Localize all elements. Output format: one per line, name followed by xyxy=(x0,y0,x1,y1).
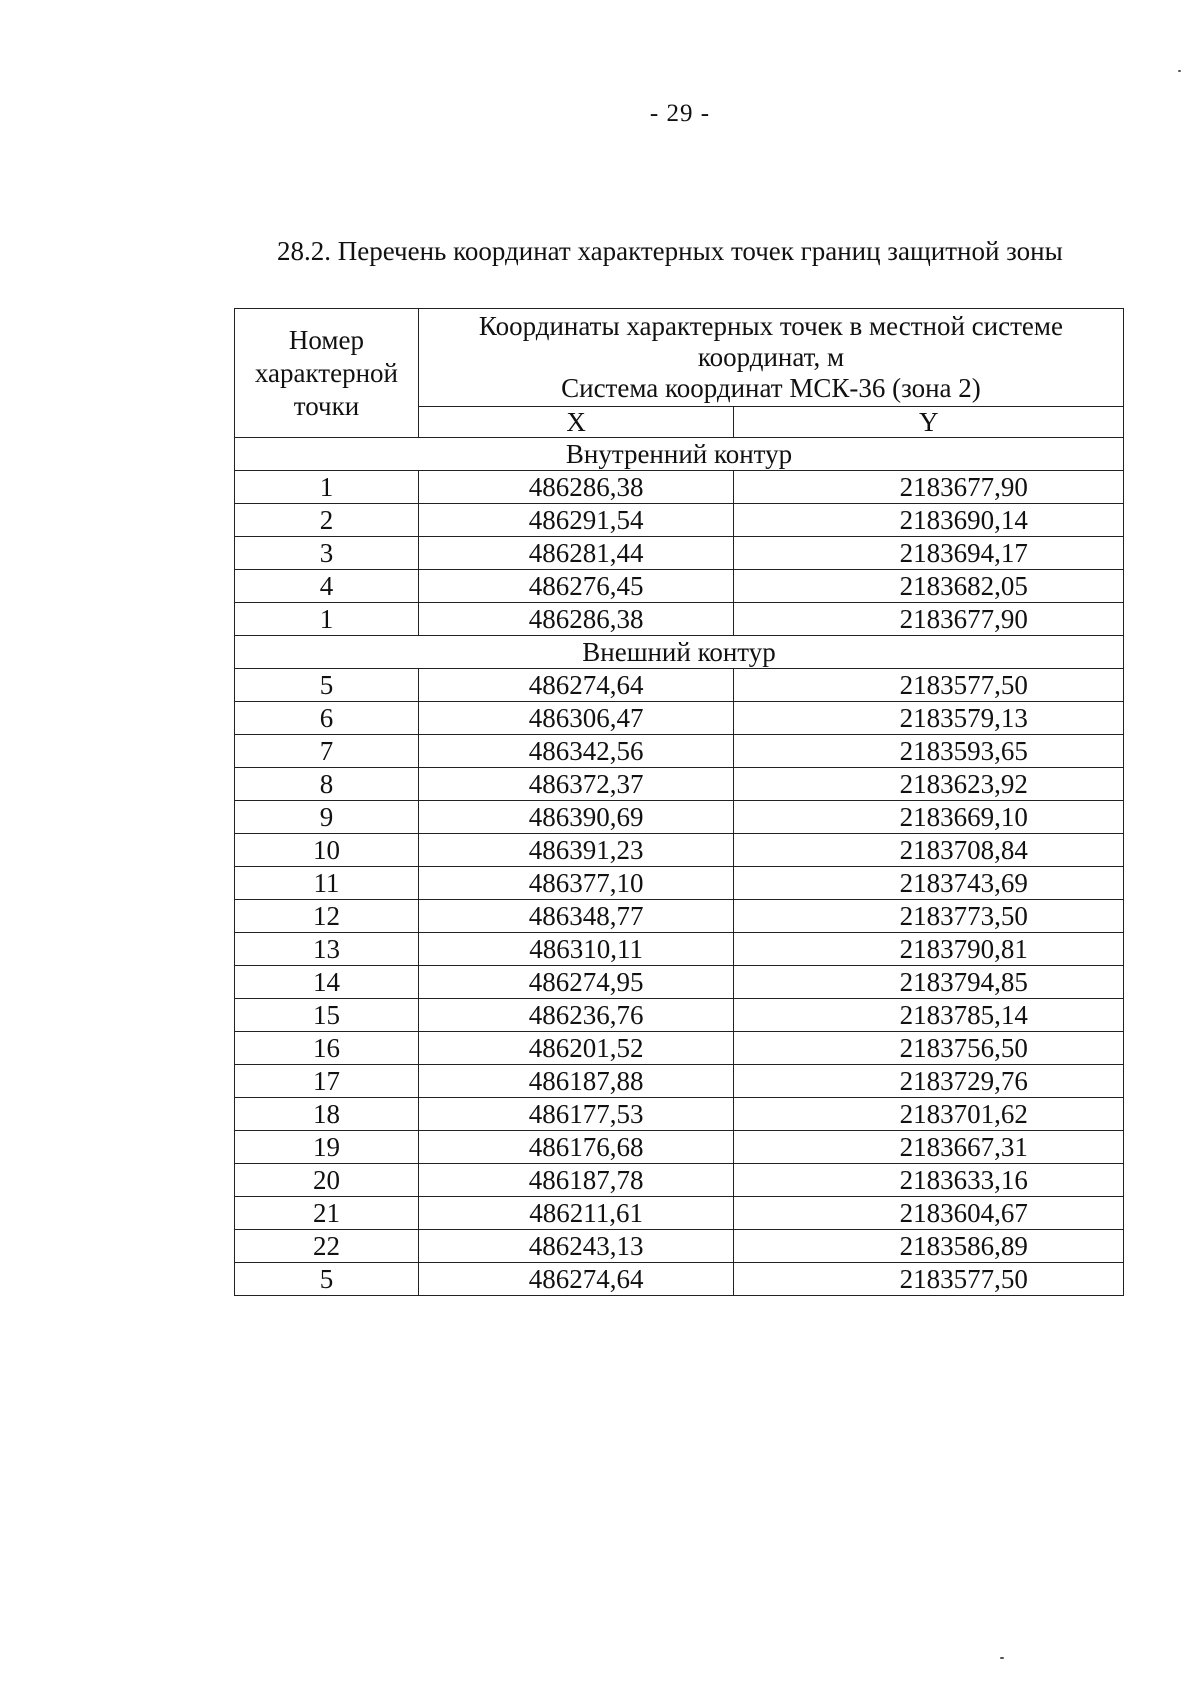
table-row xyxy=(235,1131,1124,1164)
section-title-cell: Внешний контур xyxy=(235,636,1124,669)
x-coordinate-cell: 486274,64 xyxy=(418,669,734,702)
section-row xyxy=(235,636,1124,669)
header-point-line: точки xyxy=(293,390,360,421)
x-coordinate-cell: 486286,38 xyxy=(418,603,734,636)
y-coordinate-cell: 2183623,92 xyxy=(734,768,1124,801)
x-coordinate-cell: 486201,52 xyxy=(418,1032,734,1065)
point-number-cell: 11 xyxy=(235,867,419,900)
table-row xyxy=(235,1230,1124,1263)
point-number-cell: 9 xyxy=(235,801,419,834)
table-row xyxy=(235,966,1124,999)
table-row xyxy=(235,471,1124,504)
y-coordinate-cell: 2183677,90 xyxy=(734,603,1124,636)
section-title: 28.2. Перечень координат характерных точек границ защитной зоны xyxy=(277,236,1063,266)
x-coordinate-cell: 486274,95 xyxy=(418,966,734,999)
point-number-cell: 4 xyxy=(235,570,419,603)
table-row xyxy=(235,900,1124,933)
y-coordinate-cell: 2183773,50 xyxy=(734,900,1124,933)
y-coordinate-cell: 2183667,31 xyxy=(734,1131,1124,1164)
y-coordinate-cell: 2183577,50 xyxy=(734,669,1124,702)
y-coordinate-cell: 2183586,89 xyxy=(734,1230,1124,1263)
y-coordinate-cell: 2183743,69 xyxy=(734,867,1124,900)
table-header-row xyxy=(235,309,1124,407)
y-coordinate-cell: 2183669,10 xyxy=(734,801,1124,834)
x-coordinate-cell: 486281,44 xyxy=(418,537,734,570)
table-row xyxy=(235,570,1124,603)
y-coordinate-cell: 2183579,13 xyxy=(734,702,1124,735)
header-point-line: Номер xyxy=(288,324,364,355)
header-y: Y xyxy=(734,407,1124,438)
point-number-cell: 17 xyxy=(235,1065,419,1098)
x-coordinate-cell: 486276,45 xyxy=(418,570,734,603)
point-number-cell: 2 xyxy=(235,504,419,537)
x-coordinate-cell: 486377,10 xyxy=(418,867,734,900)
y-coordinate-cell: 2183790,81 xyxy=(734,933,1124,966)
x-coordinate-cell: 486310,11 xyxy=(418,933,734,966)
point-number-cell: 7 xyxy=(235,735,419,768)
scan-speck xyxy=(1000,1657,1004,1659)
y-coordinate-cell: 2183785,14 xyxy=(734,999,1124,1032)
table-row xyxy=(235,867,1124,900)
point-number-cell: 20 xyxy=(235,1164,419,1197)
point-number-cell: 1 xyxy=(235,603,419,636)
x-coordinate-cell: 486372,37 xyxy=(418,768,734,801)
table-row xyxy=(235,1263,1124,1296)
header-coordinates xyxy=(418,309,1123,407)
table-row xyxy=(235,834,1124,867)
x-coordinate-cell: 486286,38 xyxy=(418,471,734,504)
table-row xyxy=(235,1032,1124,1065)
section-row xyxy=(235,438,1124,471)
table-row xyxy=(235,1065,1124,1098)
header-point-line: характерной xyxy=(254,357,398,388)
y-coordinate-cell: 2183690,14 xyxy=(734,504,1124,537)
y-coordinate-cell: 2183708,84 xyxy=(734,834,1124,867)
coordinates-table xyxy=(234,308,1124,1296)
y-coordinate-cell: 2183729,76 xyxy=(734,1065,1124,1098)
x-coordinate-cell: 486306,47 xyxy=(418,702,734,735)
point-number-cell: 13 xyxy=(235,933,419,966)
x-coordinate-cell: 486348,77 xyxy=(418,900,734,933)
point-number-cell: 18 xyxy=(235,1098,419,1131)
point-number-cell: 12 xyxy=(235,900,419,933)
table-row xyxy=(235,504,1124,537)
point-number-cell: 3 xyxy=(235,537,419,570)
x-coordinate-cell: 486187,78 xyxy=(418,1164,734,1197)
table-row xyxy=(235,537,1124,570)
point-number-cell: 6 xyxy=(235,702,419,735)
header-coordinates-line: Координаты характерных точек в местной системе xyxy=(478,311,1063,341)
scan-speck xyxy=(1178,70,1181,72)
point-number-cell: 1 xyxy=(235,471,419,504)
point-number-cell: 5 xyxy=(235,1263,419,1296)
y-coordinate-cell: 2183682,05 xyxy=(734,570,1124,603)
header-point-number xyxy=(235,309,419,438)
header-x: X xyxy=(418,407,734,438)
table-row xyxy=(235,768,1124,801)
y-coordinate-cell: 2183701,62 xyxy=(734,1098,1124,1131)
y-coordinate-cell: 2183577,50 xyxy=(734,1263,1124,1296)
point-number-cell: 16 xyxy=(235,1032,419,1065)
x-coordinate-cell: 486236,76 xyxy=(418,999,734,1032)
page-number: - 29 - xyxy=(649,100,711,127)
x-coordinate-cell: 486291,54 xyxy=(418,504,734,537)
point-number-cell: 8 xyxy=(235,768,419,801)
table-row xyxy=(235,669,1124,702)
header-coordinates-line: Система координат МСК-36 (зона 2) xyxy=(561,373,981,403)
x-coordinate-cell: 486177,53 xyxy=(418,1098,734,1131)
table-row xyxy=(235,801,1124,834)
x-coordinate-cell: 486187,88 xyxy=(418,1065,734,1098)
x-coordinate-cell: 486342,56 xyxy=(418,735,734,768)
x-coordinate-cell: 486176,68 xyxy=(418,1131,734,1164)
y-coordinate-cell: 2183756,50 xyxy=(734,1032,1124,1065)
table-row xyxy=(235,1164,1124,1197)
x-coordinate-cell: 486391,23 xyxy=(418,834,734,867)
table-row xyxy=(235,735,1124,768)
table-row xyxy=(235,702,1124,735)
point-number-cell: 5 xyxy=(235,669,419,702)
point-number-cell: 15 xyxy=(235,999,419,1032)
x-coordinate-cell: 486211,61 xyxy=(418,1197,734,1230)
point-number-cell: 19 xyxy=(235,1131,419,1164)
section-title-cell: Внутренний контур xyxy=(235,438,1124,471)
x-coordinate-cell: 486274,64 xyxy=(418,1263,734,1296)
y-coordinate-cell: 2183593,65 xyxy=(734,735,1124,768)
table-row xyxy=(235,1197,1124,1230)
x-coordinate-cell: 486243,13 xyxy=(418,1230,734,1263)
table-row xyxy=(235,933,1124,966)
table-row xyxy=(235,999,1124,1032)
x-coordinate-cell: 486390,69 xyxy=(418,801,734,834)
header-coordinates-line: координат, м xyxy=(697,342,845,372)
point-number-cell: 14 xyxy=(235,966,419,999)
y-coordinate-cell: 2183677,90 xyxy=(734,471,1124,504)
point-number-cell: 21 xyxy=(235,1197,419,1230)
table-row xyxy=(235,1098,1124,1131)
point-number-cell: 10 xyxy=(235,834,419,867)
y-coordinate-cell: 2183633,16 xyxy=(734,1164,1124,1197)
y-coordinate-cell: 2183694,17 xyxy=(734,537,1124,570)
table-row xyxy=(235,603,1124,636)
point-number-cell: 22 xyxy=(235,1230,419,1263)
y-coordinate-cell: 2183794,85 xyxy=(734,966,1124,999)
y-coordinate-cell: 2183604,67 xyxy=(734,1197,1124,1230)
